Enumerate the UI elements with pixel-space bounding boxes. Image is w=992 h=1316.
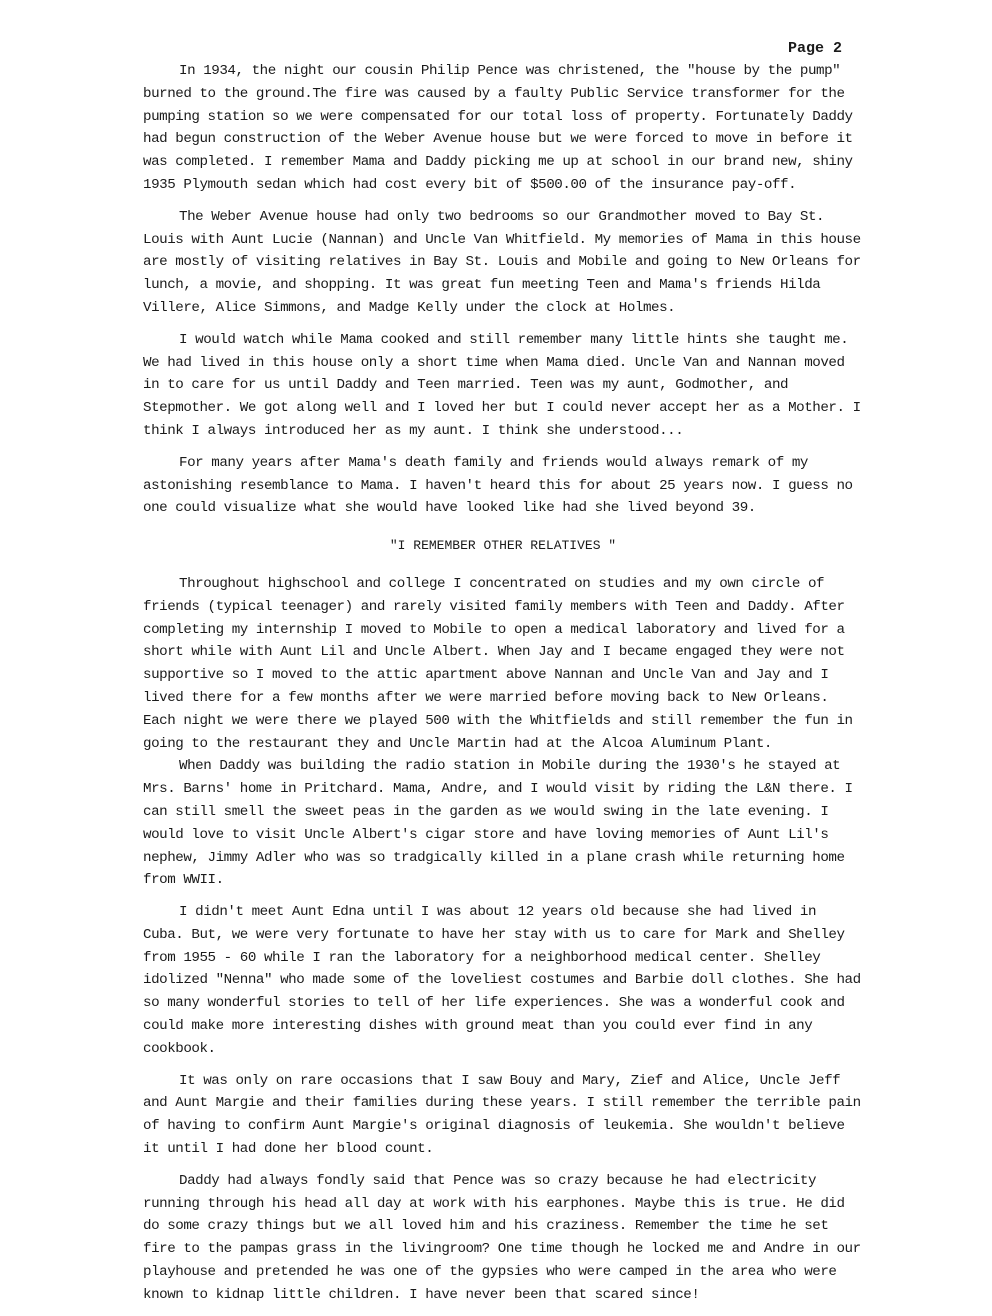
paragraph: The Weber Avenue house had only two bedrooms so our Grandmother moved to Bay St. Louis with Aunt Lucie (Nannan) and Uncle Van Whitfield. My memories of Mama in this house are mostly of visiting relatives in Bay St. Louis and Mobile and going to New Orleans for lunch, a movie, and shopping. It was great fun meeting Teen and Mama's friends Hilda Villere, Alice Simmons, and Madge Kelly under the clock at Holmes. <box>143 208 861 316</box>
paragraph: When Daddy was building the radio station in Mobile during the 1930's he stayed at Mrs. Barns' home in Pritchard. Mama, Andre, and I would visit by riding the L&N there. I can still smell the sweet peas in the garden as we would swing in the late evening. I would love to visit Uncle Albert's cigar store and have loving memories of Aunt Lil's nephew, Jimmy Adler who was so tradgically killed in a plane crash while returning home from WWII. <box>143 758 853 889</box>
page-number: Page 2 <box>788 40 843 57</box>
paragraph: I didn't meet Aunt Edna until I was about 12 years old because she had lived in Cuba. But, we were very fortunate to have her stay with us to care for Mark and Shelley from 1955 - 60 while I ran the laboratory for a neighborhood medical center. Shelley idolized "Nenna" who made some of the loveliest costumes and Barbie doll clothes. She had so many wonderful stories to tell of her life experiences. She was a wonderful cook and could make more interesting dishes with ground meat than you could ever find in any cookbook. <box>143 904 861 1057</box>
paragraph: Throughout highschool and college I concentrated on studies and my own circle of friends (typical teenager) and rarely visited family members with Teen and Daddy. After completing my internship I moved to Mobile to open a medical laboratory and lived for a short while with Aunt Lil and Uncle Albert. When Jay and I became engaged they were not supportive so I moved to the attic apartment above Nannan and Uncle Van and Jay and I lived there for a few months after we were married before moving back to New Orleans. Each night we were there we played 500 with the Whitfields and still remember the fun in going to the restaurant they and Uncle Martin had at the Alcoa Aluminum Plant. <box>143 575 853 752</box>
paragraph: Daddy had always fondly said that Pence was so crazy because he had electricity running through his head all day at work with his earphones. Maybe this is true. He did do some crazy things but we all loved him and his craziness. Remember the time he set fire to the pampas grass in the livingroom? One time though he locked me and Andre in our playhouse and pretended he was one of the gypsies who were camped in the area who were known to kidnap little children. I have never been that scared since! <box>143 1172 861 1303</box>
section-heading: "I REMEMBER OTHER RELATIVES " <box>389 538 617 554</box>
paragraph: For many years after Mama's death family and friends would always remark of my astonishing resemblance to Mama. I haven't heard this for about 25 years now. I guess no one could visualize what she would have looked like had she lived beyond 39. <box>143 454 853 517</box>
document-body <box>143 60 863 1316</box>
paragraph: In 1934, the night our cousin Philip Pence was christened, the "house by the pump" burned to the ground.The fire was caused by a faulty Public Service transformer for the pumping station so we were compensated for our total loss of property. Fortunately Daddy had begun construction of the Weber Avenue house but we were forced to move in before it was completed. I remember Mama and Daddy picking me up at school in our brand new, shiny 1935 Plymouth sedan which had cost every bit of $500.00 of the insurance pay-off. <box>143 63 853 193</box>
paragraph: I would watch while Mama cooked and still remember many little hints she taught me. We had lived in this house only a short time when Mama died. Uncle Van and Nannan moved in to care for us until Daddy and Teen married. Teen was my aunt, Godmother, and Stepmother. We got along well and I loved her but I could never accept her as a Mother. I think I always introduced her as my aunt. I think she understood... <box>143 331 861 439</box>
paragraph: It was only on rare occasions that I saw Bouy and Mary, Zief and Alice, Uncle Jeff and Aunt Margie and their families during these years. I still remember the terrible pain of having to confirm Aunt Margie's original diagnosis of leukemia. She wouldn't believe it until I had done her blood count. <box>143 1072 861 1158</box>
